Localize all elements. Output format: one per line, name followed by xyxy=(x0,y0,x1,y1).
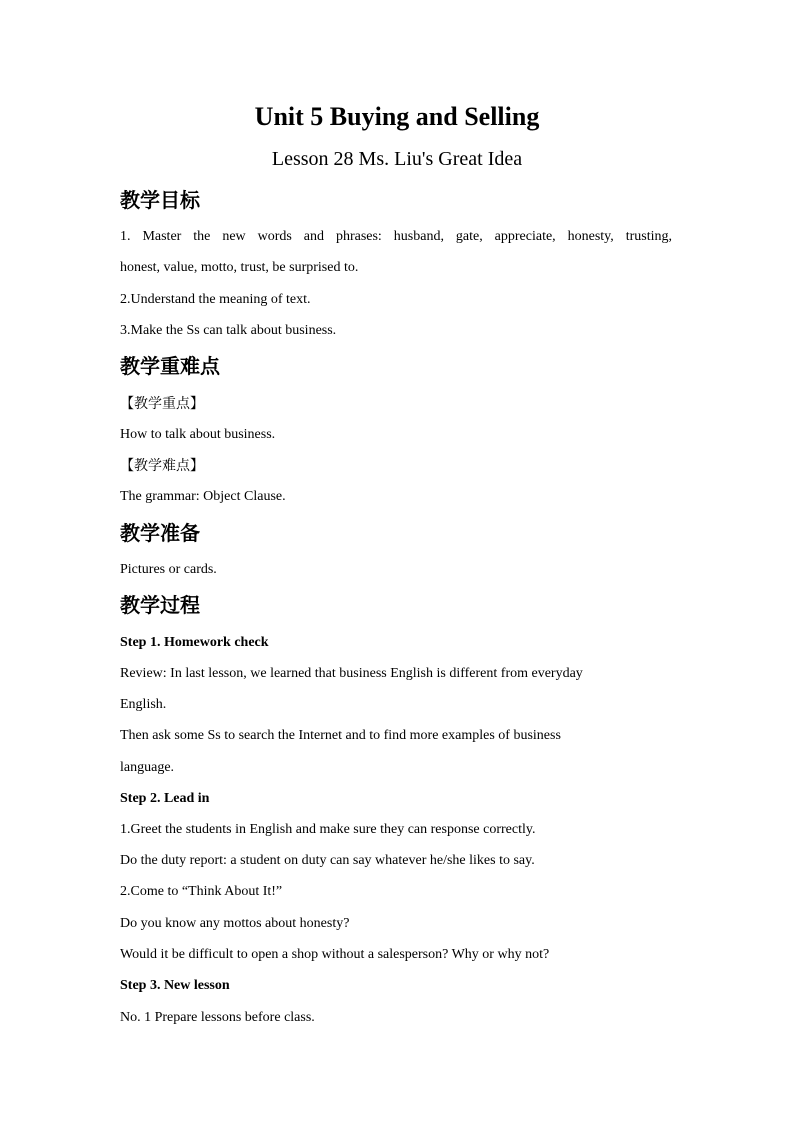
step-2-question-2: Would it be difficult to open a shop without a salesperson? Why or why not? xyxy=(120,947,550,962)
process-heading: 教学过程 xyxy=(120,593,200,617)
focus-text: How to talk about business. xyxy=(120,427,276,442)
step-3-title: Step 3. New lesson xyxy=(120,978,230,993)
objectives-heading: 教学目标 xyxy=(120,188,200,212)
document-title: Unit 5 Buying and Selling xyxy=(254,102,540,131)
step-1-then-line-1: Then ask some Ss to search the Internet and to find more examples of business xyxy=(120,728,561,743)
difficulty-label: 【教学难点】 xyxy=(120,458,204,474)
step-2-item-1: 1.Greet the students in English and make sure they can response correctly. xyxy=(120,822,536,837)
objective-3: 3.Make the Ss can talk about business. xyxy=(120,323,337,338)
objective-2: 2.Understand the meaning of text. xyxy=(120,292,311,307)
step-2-duty-report: Do the duty report: a student on duty can say whatever he/she likes to say. xyxy=(120,853,535,868)
step-1-title: Step 1. Homework check xyxy=(120,635,269,650)
focus-label: 【教学重点】 xyxy=(120,396,204,412)
step-2-title: Step 2. Lead in xyxy=(120,791,210,806)
difficulty-text: The grammar: Object Clause. xyxy=(120,489,286,504)
preparation-text: Pictures or cards. xyxy=(120,562,217,577)
step-2-question-1: Do you know any mottos about honesty? xyxy=(120,916,350,931)
key-points-heading: 教学重难点 xyxy=(120,354,220,378)
objective-1-line-1: 1. Master the new words and phrases: husband, gate, appreciate, honesty, trusting, xyxy=(120,229,672,244)
step-1-review-line-1: Review: In last lesson, we learned that business English is different from everyday xyxy=(120,666,583,681)
preparation-heading: 教学准备 xyxy=(120,521,200,545)
lesson-subtitle: Lesson 28 Ms. Liu's Great Idea xyxy=(271,148,523,170)
step-1-review-line-2: English. xyxy=(120,697,167,712)
step-1-then-line-2: language. xyxy=(120,760,175,775)
step-2-item-2: 2.Come to “Think About It!” xyxy=(120,884,283,899)
step-3-item-1: No. 1 Prepare lessons before class. xyxy=(120,1010,315,1025)
objective-1-line-2: honest, value, motto, trust, be surprised to. xyxy=(120,260,359,275)
